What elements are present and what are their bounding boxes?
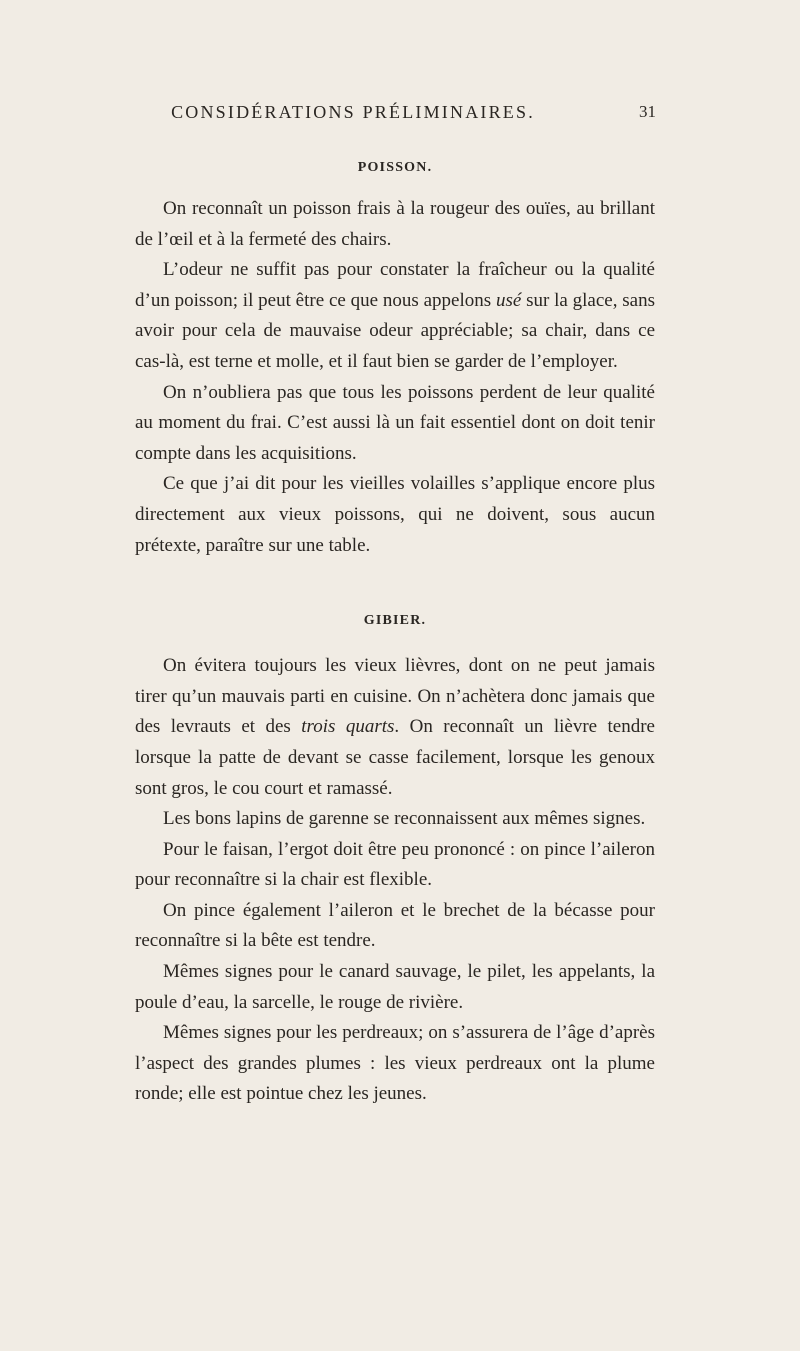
paragraph: Mêmes signes pour le canard sauvage, le pilet, les appelants, la poule d’eau, la sarcelle, le rouge de rivière. — [135, 961, 655, 1013]
paragraph: On évitera toujours les vieux lièvres, dont on ne peut jamais tirer qu’un mauvais parti en cuisine. On n’achètera donc jamais que des levrauts et des trois quarts. On reconnaît un lièvre tendre lorsque la patte de devant se casse facilement, lorsque les genoux sont gros, le cou court et ramassé. — [135, 655, 655, 799]
running-title: CONSIDÉRATIONS PRÉLIMINAIRES. — [171, 102, 535, 122]
running-head — [0, 102, 800, 132]
italic-term: trois quarts — [301, 716, 395, 738]
paragraph: On reconnaît un poisson frais à la rougeur des ouïes, au brillant de l’œil et à la fermeté des chairs. — [135, 198, 655, 250]
paragraph: Mêmes signes pour les perdreaux; on s’assurera de l’âge d’après l’aspect des grandes plumes : les vieux perdreaux ont la plume ronde; elle est pointue chez les jeunes. — [135, 1022, 655, 1105]
paragraph: Les bons lapins de garenne se reconnaissent aux mêmes signes. — [163, 808, 646, 830]
section-heading-gibier: GIBIER. — [363, 613, 427, 629]
paragraph: L’odeur ne suffit pas pour constater la fraîcheur ou la qualité d’un poisson; il peut être ce que nous appelons usé sur la glace, sans avoir pour cela de mauvaise odeur appréciable; sa chair, dans ce cas-là, est terne et molle, et il faut bien se garder de l’employer. — [135, 259, 656, 372]
paragraph: On pince également l’aileron et le brechet de la bécasse pour reconnaître si la bête est tendre. — [135, 899, 655, 952]
text-block — [135, 160, 655, 1110]
page-number: 31 — [639, 102, 656, 121]
paragraph: Ce que j’ai dit pour les vieilles volailles s’applique encore plus directement aux vieux poissons, qui ne doivent, sous aucun prétexte, paraître sur une table. — [135, 473, 655, 556]
section-heading-poisson: POISSON. — [357, 160, 433, 175]
italic-term: usé — [495, 289, 522, 311]
paragraph: On n’oubliera pas que tous les poissons perdent de leur qualité au moment du frai. C’est aussi là un fait essentiel dont on doit tenir compte dans les acquisitions. — [135, 381, 655, 464]
paragraph: Pour le faisan, l’ergot doit être peu prononcé : on pince l’aileron pour reconnaître si la chair est flexible. — [135, 838, 655, 891]
